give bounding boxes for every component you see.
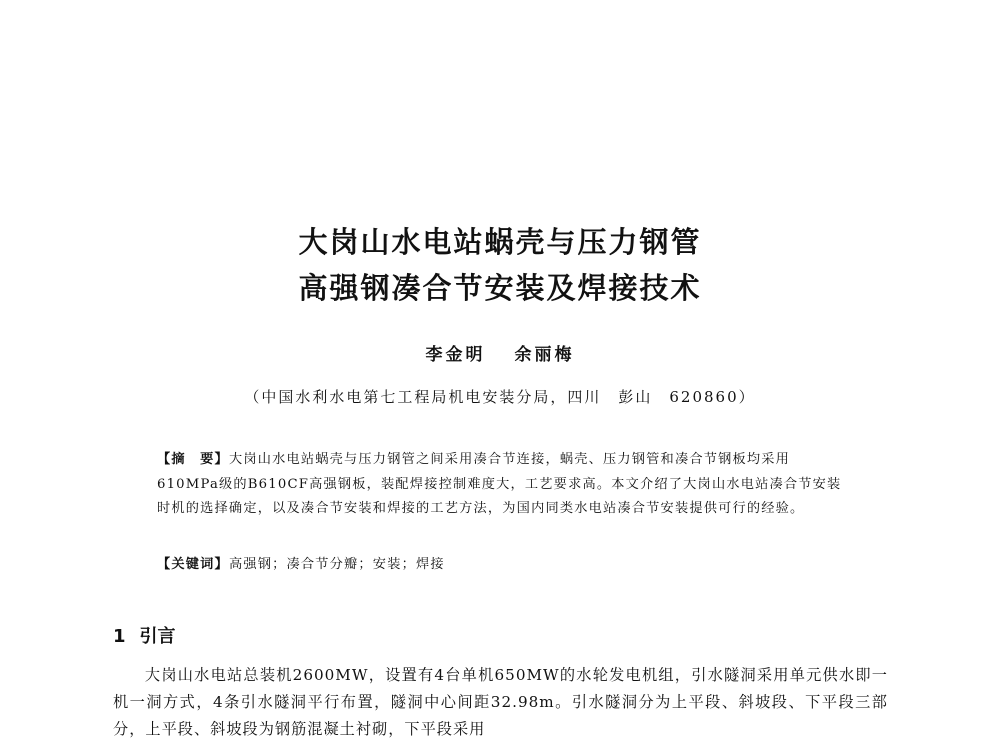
author-list [0, 340, 1000, 365]
body-paragraph: 大岗山水电站总装机2600MW，设置有4台单机650MW的水轮发电机组，引水隧洞采用单元供水即一机一洞方式，4条引水隧洞平行布置，隧洞中心间距32.98m。引水隧洞分为上平段、斜坡段、下平段三部分，上平段、斜坡段为钢筋混凝土衬砌，下平段采用 [113, 666, 888, 738]
paper-title-line-1: 大岗山水电站蜗壳与压力钢管 [298, 225, 702, 259]
section-title: 引言 [139, 626, 176, 647]
section-heading [113, 622, 176, 648]
abstract [157, 448, 847, 522]
section-number: 1 [113, 626, 126, 647]
abstract-text: 大岗山水电站蜗壳与压力钢管之间采用凑合节连接，蜗壳、压力钢管和凑合节钢板均采用610MPa级的B610CF高强钢板，装配焊接控制难度大，工艺要求高。本文介绍了大岗山水电站凑合节安装时机的选择确定，以及凑合节安装和焊接的工艺方法，为国内同类水电站凑合节安装提供可行的经验。 [157, 452, 842, 516]
author-name: 余丽梅 [514, 345, 575, 365]
paper-title-line-2: 高强钢凑合节安装及焊接技术 [298, 271, 702, 305]
abstract-label: 【摘 要】 [157, 452, 229, 467]
author-name: 李金明 [425, 345, 486, 365]
keywords-text: 高强钢；凑合节分瓣；安装；焊接 [228, 557, 445, 572]
keywords-label: 【关键词】 [157, 557, 229, 572]
author-affiliation: （中国水利水电第七工程局机电安装分局，四川 彭山 620860） [244, 388, 756, 406]
keywords [157, 553, 847, 572]
